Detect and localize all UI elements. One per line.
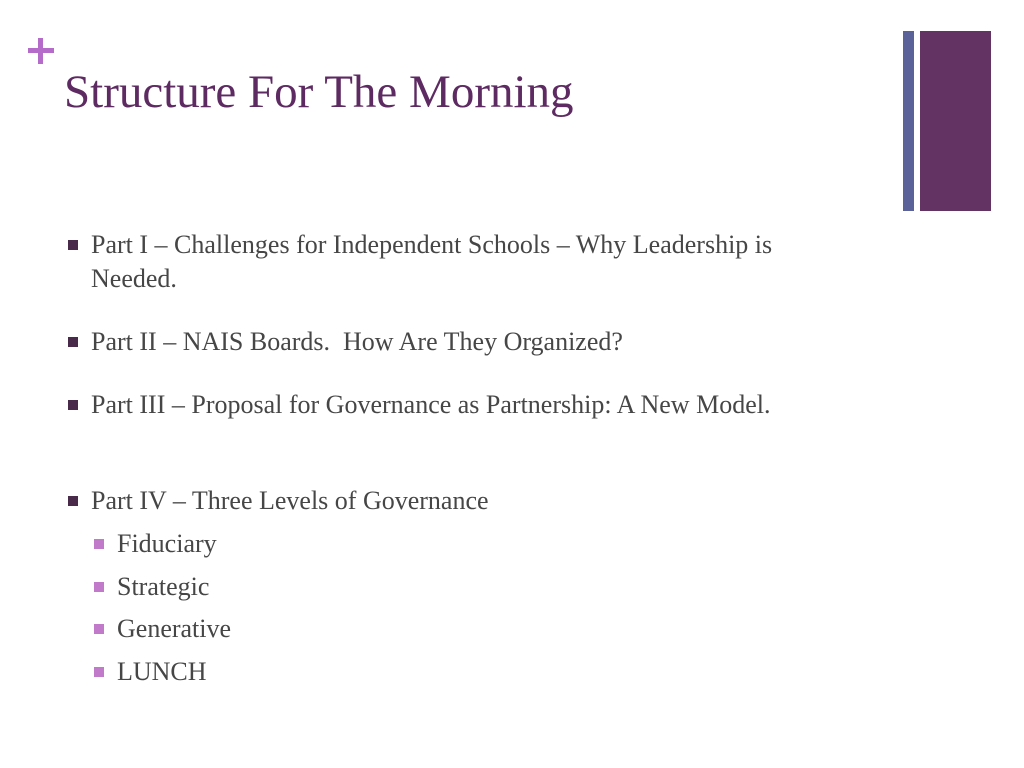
bullet-text: Part IV – Three Levels of Governance (91, 486, 489, 515)
bullet-item (91, 388, 841, 422)
sub-bullet-item (117, 612, 717, 646)
square-bullet-icon (94, 539, 104, 549)
square-bullet-icon (94, 582, 104, 592)
square-bullet-icon (94, 624, 104, 634)
square-bullet-icon (94, 667, 104, 677)
sub-bullet-item (117, 570, 717, 604)
sub-bullet-text: Fiduciary (117, 529, 217, 558)
sub-bullet-text: Generative (117, 614, 232, 643)
sub-bullet-item (117, 527, 717, 561)
plus-icon (28, 38, 54, 64)
square-bullet-icon (68, 240, 78, 250)
accent-bar-thick (920, 31, 991, 211)
bullet-text: Part I – Challenges for Independent Schools – Why Leadership is Needed. (91, 230, 773, 293)
sub-bullet-text: LUNCH (117, 657, 207, 686)
accent-bar-thin (903, 31, 914, 211)
sub-bullet-text: Strategic (117, 572, 210, 601)
bullet-text: Part II – NAIS Boards. How Are They Organized? (91, 327, 623, 356)
sub-bullet-item (117, 655, 717, 689)
square-bullet-icon (68, 496, 78, 506)
bullet-item (91, 484, 841, 518)
square-bullet-icon (68, 400, 78, 410)
bullet-item (91, 325, 841, 359)
bullet-item (91, 228, 841, 296)
bullet-text: Part III – Proposal for Governance as Partnership: A New Model. (91, 390, 771, 419)
square-bullet-icon (68, 337, 78, 347)
slide-title: Structure For The Morning (64, 66, 574, 118)
